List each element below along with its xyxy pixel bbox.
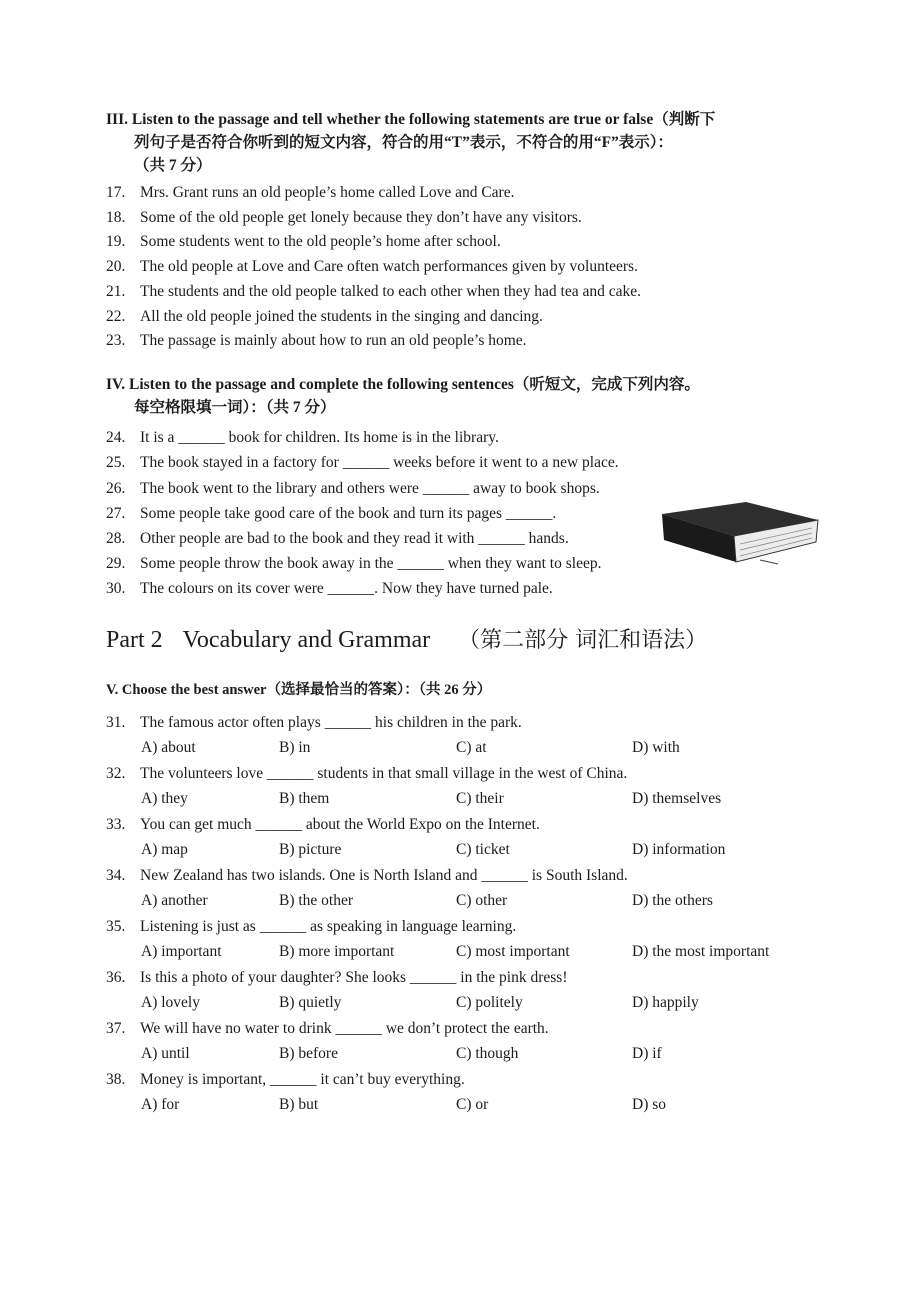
option-d: D) the most important bbox=[632, 943, 770, 960]
question-36: 36. Is this a photo of your daughter? She looks ______ in the pink dress! bbox=[106, 969, 568, 986]
question-26: 26. The book went to the library and others were ______ away to book shops. bbox=[106, 480, 600, 497]
option-c: C) or bbox=[456, 1096, 489, 1113]
question-35: 35. Listening is just as ______ as speaking in language learning. bbox=[106, 918, 517, 935]
question-30: 30. The colours on its cover were ______. Now they have turned pale. bbox=[106, 580, 553, 597]
question-38: 38. Money is important, ______ it can’t buy everything. bbox=[106, 1071, 465, 1088]
section-3-heading-line1: III. Listen to the passage and tell whether the following statements are true or false（判断下 bbox=[106, 111, 716, 128]
question-24: 24. It is a ______ book for children. Its home is in the library. bbox=[106, 429, 499, 446]
option-d: D) happily bbox=[632, 994, 699, 1011]
question-31: 31. The famous actor often plays ______ his children in the park. bbox=[106, 714, 522, 731]
question-19: 19. Some students went to the old people’s home after school. bbox=[106, 233, 501, 250]
section-4-heading-line1: IV. Listen to the passage and complete the following sentences（听短文，完成下列内容。 bbox=[106, 376, 700, 393]
question-18: 18. Some of the old people get lonely because they don’t have any visitors. bbox=[106, 209, 582, 226]
question-23: 23. The passage is mainly about how to run an old people’s home. bbox=[106, 332, 527, 349]
option-a: A) another bbox=[141, 892, 208, 909]
question-37: 37. We will have no water to drink ______ we don’t protect the earth. bbox=[106, 1020, 549, 1037]
section-3-heading-line3: （共 7 分） bbox=[134, 157, 212, 174]
option-c: C) though bbox=[456, 1045, 519, 1062]
option-c: C) their bbox=[456, 790, 504, 807]
question-20: 20. The old people at Love and Care often watch performances given by volunteers. bbox=[106, 258, 638, 275]
option-d: D) the others bbox=[632, 892, 713, 909]
question-27: 27. Some people take good care of the book and turn its pages ______. bbox=[106, 505, 557, 522]
option-c: C) politely bbox=[456, 994, 523, 1011]
option-a: A) for bbox=[141, 1096, 180, 1113]
section-5-heading: V. Choose the best answer（选择最恰当的答案）：（共 26 分） bbox=[106, 682, 492, 698]
option-c: C) ticket bbox=[456, 841, 510, 858]
question-17: 17. Mrs. Grant runs an old people’s home called Love and Care. bbox=[106, 184, 515, 201]
question-25: 25. The book stayed in a factory for ______ weeks before it went to a new place. bbox=[106, 454, 619, 471]
option-c: C) most important bbox=[456, 943, 570, 960]
book-illustration bbox=[660, 500, 820, 566]
option-b: B) the other bbox=[279, 892, 354, 909]
part-2-label: Part 2 bbox=[106, 627, 163, 653]
option-b: B) picture bbox=[279, 841, 342, 858]
question-28: 28. Other people are bad to the book and they read it with ______ hands. bbox=[106, 530, 569, 547]
part-2-title-en: Vocabulary and Grammar bbox=[182, 627, 431, 653]
option-d: D) so bbox=[632, 1096, 667, 1113]
option-a: A) they bbox=[141, 790, 188, 807]
option-b: B) more important bbox=[279, 943, 395, 960]
option-d: D) with bbox=[632, 739, 680, 756]
option-c: C) at bbox=[456, 739, 487, 756]
question-33: 33. You can get much ______ about the World Expo on the Internet. bbox=[106, 816, 540, 833]
option-d: D) information bbox=[632, 841, 726, 858]
option-d: D) if bbox=[632, 1045, 662, 1062]
option-c: C) other bbox=[456, 892, 508, 909]
option-a: A) important bbox=[141, 943, 222, 960]
option-b: B) before bbox=[279, 1045, 338, 1062]
option-b: B) but bbox=[279, 1096, 319, 1113]
question-32: 32. The volunteers love ______ students in that small village in the west of China. bbox=[106, 765, 628, 782]
option-a: A) map bbox=[141, 841, 188, 858]
option-a: A) until bbox=[141, 1045, 190, 1062]
option-b: B) quietly bbox=[279, 994, 342, 1011]
question-21: 21. The students and the old people talked to each other when they had tea and cake. bbox=[106, 283, 641, 300]
question-34: 34. New Zealand has two islands. One is North Island and ______ is South Island. bbox=[106, 867, 628, 884]
part-2-title bbox=[106, 624, 707, 657]
section-4-heading-line2: 每空格限填一词）：（共 7 分） bbox=[134, 399, 336, 416]
section-3-heading-line2: 列句子是否符合你听到的短文内容，符合的用“T”表示，不符合的用“F”表示）： bbox=[134, 134, 674, 151]
option-b: B) them bbox=[279, 790, 330, 807]
option-b: B) in bbox=[279, 739, 311, 756]
section-4-heading bbox=[106, 373, 806, 419]
option-d: D) themselves bbox=[632, 790, 722, 807]
part-2-title-cn: （第二部分 词汇和语法） bbox=[458, 628, 708, 653]
section-3-heading bbox=[106, 108, 806, 177]
option-a: A) about bbox=[141, 739, 196, 756]
question-22: 22. All the old people joined the students in the singing and dancing. bbox=[106, 308, 543, 325]
option-a: A) lovely bbox=[141, 994, 200, 1011]
question-29: 29. Some people throw the book away in the ______ when they want to sleep. bbox=[106, 555, 602, 572]
